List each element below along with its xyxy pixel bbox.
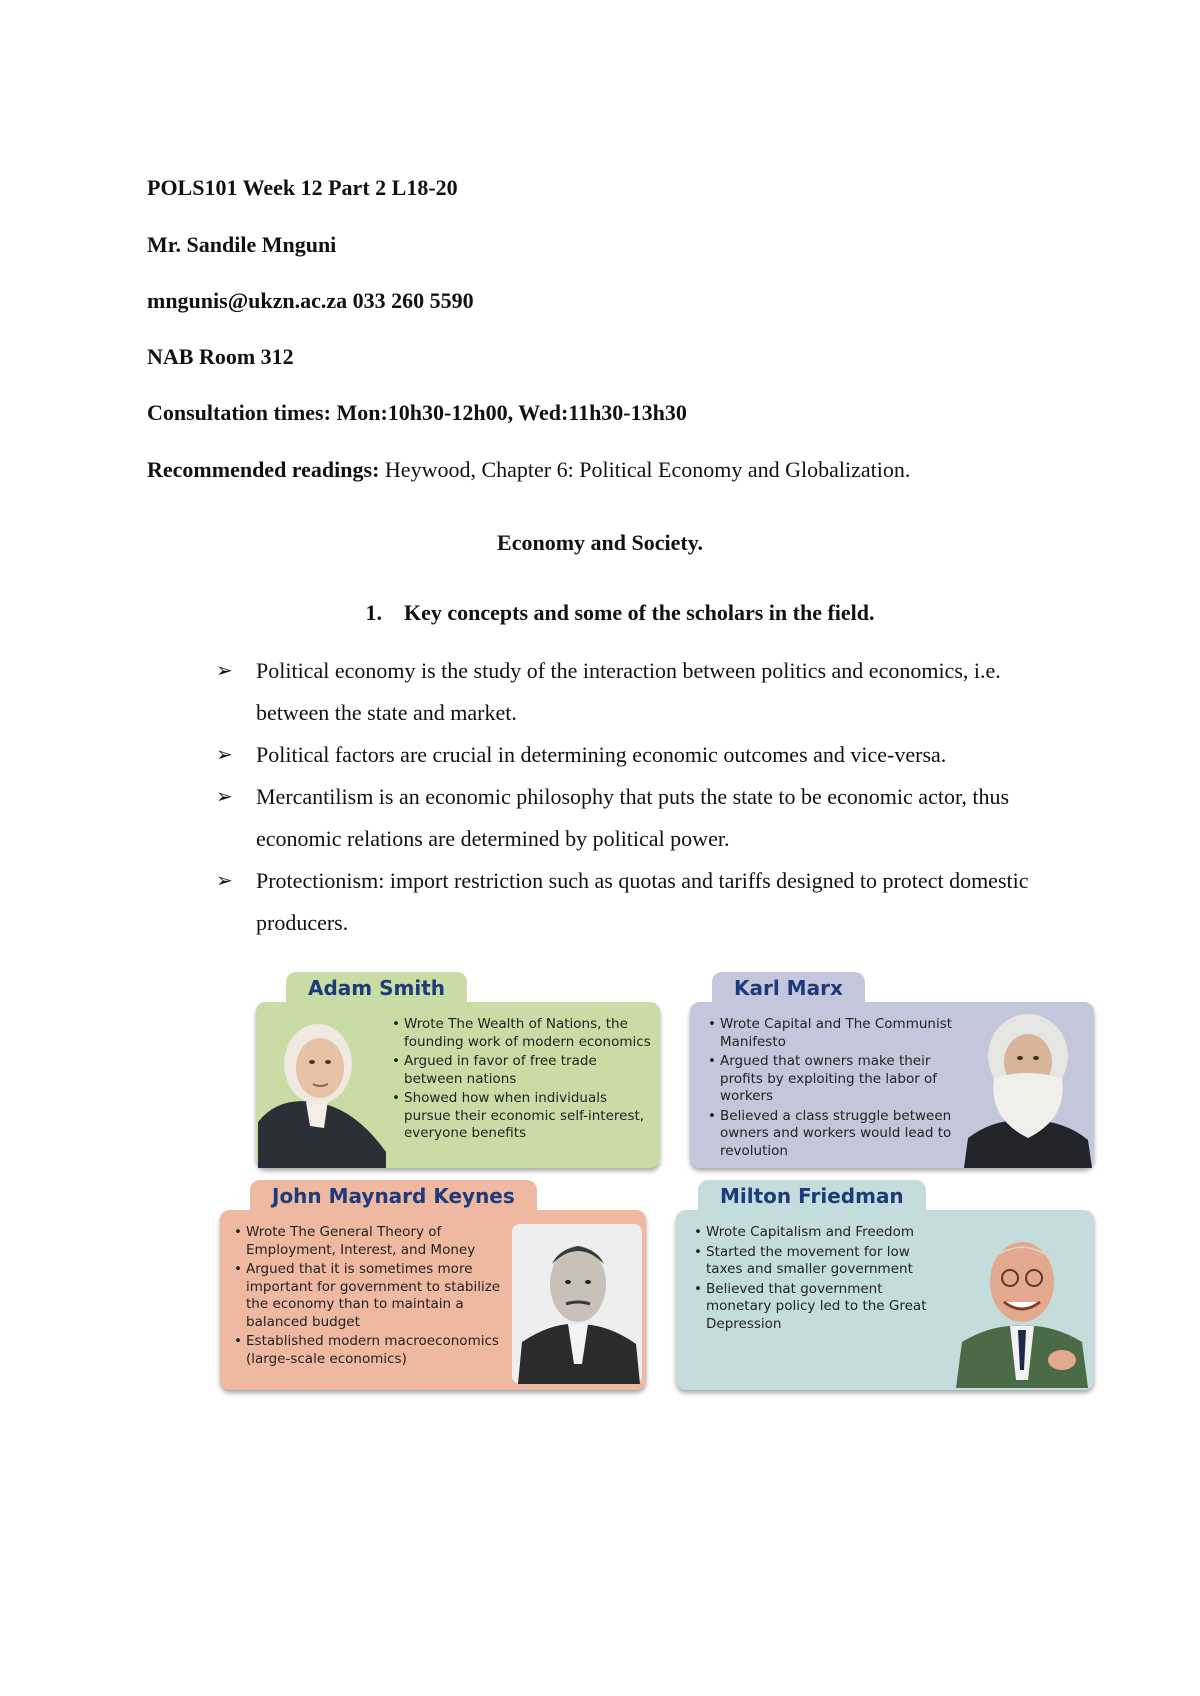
subsection-title: Key concepts and some of the scholars in the field. xyxy=(403,600,875,625)
readings-text: Heywood, Chapter 6: Political Economy and Globalization. xyxy=(379,457,911,482)
list-item xyxy=(216,734,1076,776)
scholar-name: Adam Smith xyxy=(286,972,467,1008)
list-item: • Believed a class struggle between owners and workers would lead to revolution xyxy=(708,1108,958,1161)
bullet-text: Political factors are crucial in determining economic outcomes and vice-versa. xyxy=(256,742,947,767)
adam-smith-portrait xyxy=(258,1002,388,1168)
scholar-card-friedman xyxy=(676,1180,1094,1390)
concept-bullet-list xyxy=(216,650,1076,944)
subsection-number: 1. xyxy=(365,600,382,625)
scholar-points xyxy=(694,1224,944,1335)
recommended-readings xyxy=(147,457,910,483)
list-item: • Showed how when individuals pursue their economic self-interest, everyone benefits xyxy=(392,1090,654,1143)
scholar-points xyxy=(234,1224,502,1370)
list-item: • Wrote Capital and The Communist Manifesto xyxy=(708,1016,958,1051)
arrow-bullet-icon: ➢ xyxy=(216,870,233,892)
scholar-card-keynes xyxy=(220,1180,646,1390)
arrow-bullet-icon: ➢ xyxy=(216,786,233,808)
arrow-bullet-icon: ➢ xyxy=(216,744,233,766)
list-item: • Established modern macroeconomics (large-scale economics) xyxy=(234,1333,502,1368)
scholar-name: John Maynard Keynes xyxy=(250,1180,537,1216)
scholar-card-karl-marx xyxy=(690,972,1094,1168)
bullet-text: Mercantilism is an economic philosophy that puts the state to be economic actor, thus economic relations are determined by political power. xyxy=(256,784,1010,851)
lecturer-name: Mr. Sandile Mnguni xyxy=(147,232,337,257)
keynes-portrait xyxy=(512,1224,642,1384)
consultation-times: Consultation times: Mon:10h30-12h00, Wed:11h30-13h30 xyxy=(147,400,687,425)
list-item: • Believed that government monetary policy led to the Great Depression xyxy=(694,1281,944,1334)
contact-info: mngunis@ukzn.ac.za 033 260 5590 xyxy=(147,288,474,313)
bullet-text: Protectionism: import restriction such as quotas and tariffs designed to protect domestic producers. xyxy=(256,868,1029,935)
arrow-bullet-icon: ➢ xyxy=(216,660,233,682)
list-item: • Started the movement for low taxes and smaller government xyxy=(694,1244,944,1279)
list-item: • Wrote The Wealth of Nations, the founding work of modern economics xyxy=(392,1016,654,1051)
list-item: • Argued that it is sometimes more important for government to stabilize the economy than to maintain a balanced budget xyxy=(234,1261,502,1331)
list-item xyxy=(216,776,1076,860)
course-title: POLS101 Week 12 Part 2 L18-20 xyxy=(147,175,458,200)
scholar-points xyxy=(708,1016,958,1162)
scholar-name: Karl Marx xyxy=(712,972,865,1008)
subsection-heading xyxy=(0,600,1200,626)
milton-friedman-portrait xyxy=(952,1220,1090,1388)
list-item xyxy=(216,860,1076,944)
readings-label: Recommended readings: xyxy=(147,457,380,482)
scholar-points xyxy=(392,1016,654,1145)
section-title: Economy and Society. xyxy=(497,530,703,555)
list-item: • Wrote Capitalism and Freedom xyxy=(694,1224,944,1242)
bullet-text: Political economy is the study of the interaction between politics and economics, i.e. between the state and market. xyxy=(256,658,1001,725)
list-item xyxy=(216,650,1076,734)
karl-marx-portrait xyxy=(964,1008,1092,1168)
scholar-card-adam-smith xyxy=(256,972,660,1168)
list-item: • Argued in favor of free trade between nations xyxy=(392,1053,654,1088)
list-item: • Wrote The General Theory of Employment, Interest, and Money xyxy=(234,1224,502,1259)
scholar-name: Milton Friedman xyxy=(698,1180,926,1216)
list-item: • Argued that owners make their profits by exploiting the labor of workers xyxy=(708,1053,958,1106)
room-info: NAB Room 312 xyxy=(147,344,294,369)
